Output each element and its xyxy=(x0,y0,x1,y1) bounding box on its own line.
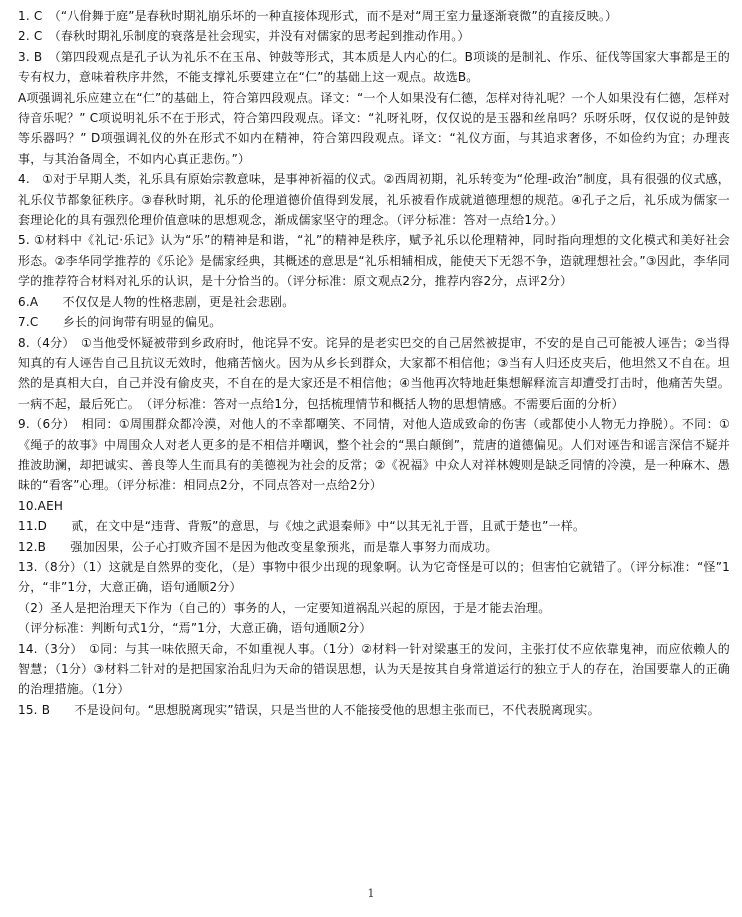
page-number: 1 xyxy=(367,887,375,900)
answer-item-3: 3. B （第四段观点是孔子认为礼乐不在玉帛、钟鼓等形式，其本质是人内心的仁。B项谈的是制礼、作乐、征伐等国家大事都是王的专有权力，意味着秩序井然，不能支撑礼乐要建立在“仁”的基础上这一观点。故选B。 xyxy=(18,49,730,85)
answer-key-document xyxy=(18,6,730,720)
answer-item-13-part2: （2）圣人是把治理天下作为（自己的）事务的人，一定要知道祸乱兴起的原因，于是才能去治理。 xyxy=(18,600,551,615)
answer-item-8: 8.（4分） ①当他受怀疑被带到乡政府时，他诧异不安。诧异的是老实巴交的自己居然被提审，不安的是自己可能被人诬告；②当得知真的有人诬告自己且抗议无效时，他痛苦恼火。因为从乡长到群众，大家都不相信他；③当有人归还皮夹后，他坦然又不自在。坦然的是真相大白，自己并没有偷皮夹，不自在的是大家还是不相信他；④当他再次特地赶集想解释流言却遭受打击时，他痛苦失望。一病不起，最后死亡。 （评分标准：答对一点给1分，包括梳理情节和概括人物的思想情感。不需要后面的分析） xyxy=(18,335,730,411)
answer-item-12: 12.B 强加因果，公子心打败齐国不是因为他改变星象预兆，而是靠人事努力而成功。 xyxy=(18,539,498,554)
answer-item-15: 15. B 不是设问句。“思想脱离现实”错误，只是当世的人不能接受他的思想主张而已，不代表脱离现实。 xyxy=(18,702,600,717)
answer-item-14: 14.（3分） ①同：与其一味依照天命，不如重视人事。（1分）②材料一针对梁惠王的发问，主张打仗不应依靠鬼神，而应依赖人的智慧；（1分）③材料二针对的是把国家治乱归为天命的错误思想，认为天是按其自身常道运行的独立于人的存在，治国要靠人的正确的治理措施。（1分） xyxy=(18,641,730,697)
answer-item-7: 7.C 乡长的问询带有明显的偏见。 xyxy=(18,315,222,330)
answer-item-13-part1: 13.（8分）（1）这就是自然界的变化，（是）事物中很少出现的现象啊。认为它奇怪是可以的；但害怕它就错了。（评分标准：“怪”1分，“非”1分，大意正确，语句通顺2分） xyxy=(18,559,730,595)
answer-item-2: 2. C （春秋时期礼乐制度的衰落是社会现实，并没有对儒家的思考起到推动作用。） xyxy=(18,29,470,44)
answer-item-1: 1. C （“八佾舞于庭”是春秋时期礼崩乐坏的一种直接体现形式，而不是对“周王室力量逐渐衰微”的直接反映。） xyxy=(18,9,618,23)
answer-item-5: 5. ①材料中《礼记·乐记》认为“乐”的精神是和谐，“礼”的精神是秩序，赋予礼乐以伦理精神，同时指向理想的文化模式和美好社会形态。②李华同学推荐的《乐论》是儒家经典，其概述的意思是“礼乐相辅相成，能使天下无怨不争，造就理想社会。”③因此，李华同学的推荐符合材料对礼乐的认识，是十分恰当的。（评分标准：原文观点2分，推荐内容2分，点评2分） xyxy=(18,233,730,289)
answer-item-9: 9.（6分） 相同：①周围群众都冷漠，对他人的不幸都嘲笑、不同情，对他人造成致命的伤害（或都使小人物无力挣脱）。不同：①《绳子的故事》中周围众人对老人更多的是不相信并嘲讽，整个社会的“黑白颠倒”，荒唐的道德偏见。人们对诬告和谣言深信不疑并推波助澜，却把诚实、善良等人生而具有的美德视为社会的反常；②《祝福》中众人对祥林嫂则是缺乏同情的冷漠，是一种麻木、愚昧的“看客”心理。（评分标准：相同点2分，不同点答对一点给2分） xyxy=(18,417,730,493)
answer-item-13-scoring: （评分标准：判断句式1分，“焉”1分，大意正确，语句通顺2分） xyxy=(18,621,372,636)
answer-item-3-explanation: A项强调礼乐应建立在“仁”的基础上，符合第四段观点。译文：“一个人如果没有仁德，怎样对待礼呢？一个人如果没有仁德，怎样对待音乐呢？” C项说明礼乐不在于形式，符合第四段观点。译文：“礼呀礼呀，仅仅说的是玉器和丝帛吗？乐呀乐呀，仅仅说的是钟鼓等乐器吗？” D项强调礼仪的外在形式不如内在精神，符合第四段观点。译文：“礼仪方面，与其追求奢侈，不如俭约为宜；办理丧事，与其治备周全，不如内心真正悲伤。”） xyxy=(18,90,730,166)
answer-item-10: 10.AEH xyxy=(18,498,64,513)
answer-item-4: 4. ①对于早期人类，礼乐具有原始宗教意味，是事神祈福的仪式。②西周初期，礼乐转变为“伦理-政治”制度，具有很强的仪式感，礼乐仪节都象征秩序。③春秋时期，礼乐的伦理道德价值得到发展，礼乐被看作成就道德理想的规范。④孔子之后，礼乐成为儒家一套理论化的具有强烈伦理价值意味的思想观念，渐成儒家坚守的理念。（评分标准：答对一点给1分。） xyxy=(18,172,730,228)
answer-item-6: 6.A 不仅仅是人物的性格悲剧，更是社会悲剧。 xyxy=(18,294,295,309)
answer-item-11: 11.D 贰，在文中是“违背、背叛”的意思，与《烛之武退秦师》中“以其无礼于晋，且贰于楚也”一样。 xyxy=(18,519,586,534)
